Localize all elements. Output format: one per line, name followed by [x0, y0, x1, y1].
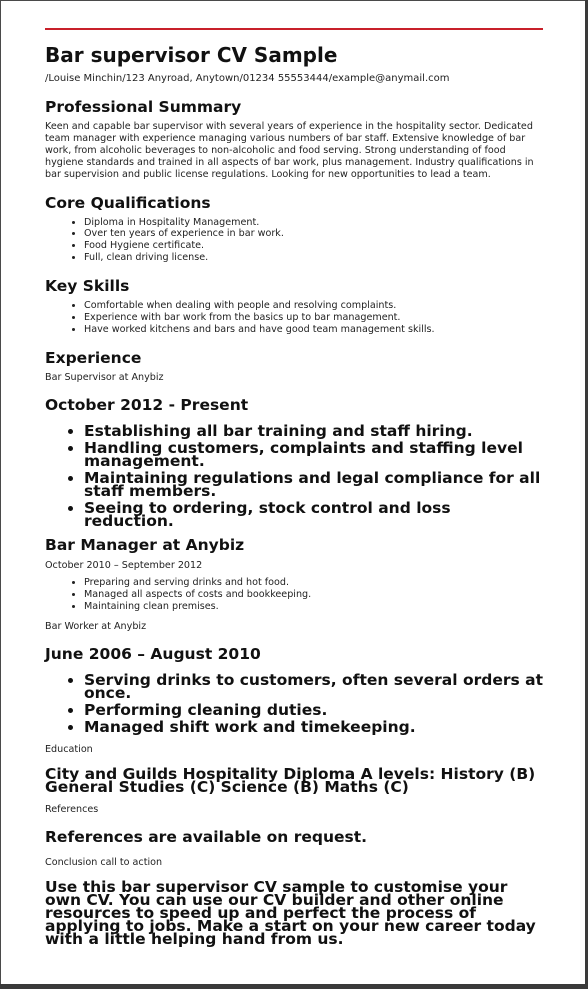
list-item: • Diploma in Hospitality Management.: [84, 217, 545, 229]
list-item: • Maintaining clean premises.: [84, 601, 545, 613]
cv-document: [45, 28, 545, 956]
job-role: Bar Manager at Anybiz: [45, 535, 245, 554]
qualifications-heading: Core Qualifications: [45, 193, 211, 212]
references-text: References are available on request.: [45, 827, 368, 846]
job-dates: June 2006 – August 2010: [45, 644, 261, 663]
qualifications-list: [45, 217, 545, 265]
education-label: Education: [45, 743, 93, 755]
job-duties: [45, 577, 545, 613]
skills-list: [45, 300, 545, 336]
conclusion-label: Conclusion call to action: [45, 856, 163, 868]
list-item: • Maintaining regulations and legal compliance for all staff members.: [84, 472, 545, 498]
list-item: • Handling customers, complaints and staffing level management.: [84, 442, 545, 468]
list-item: • Full, clean driving license.: [84, 252, 545, 264]
experience-heading: Experience: [45, 348, 142, 367]
summary-text: Keen and capable bar supervisor with several years of experience in the hospitality sector. Dedicated team manager with experience managing various numbers of bar staff. Extensive knowledge of bar work, from alcoholic beverages to non-alcoholic and food serving. Strong understanding of food hygiene standards and trained in all aspects of bar work, plus management. Industry qualifications in bar supervision and public license regulations. Looking for new opportunities to lead a team.: [45, 121, 534, 180]
list-item: • Performing cleaning duties.: [84, 704, 545, 717]
list-item: • Seeing to ordering, stock control and loss reduction.: [84, 502, 545, 528]
list-item: • Managed all aspects of costs and bookkeeping.: [84, 589, 545, 601]
list-item: • Establishing all bar training and staff hiring.: [84, 425, 545, 438]
list-item: • Serving drinks to customers, often several orders at once.: [84, 674, 545, 700]
list-item: • Preparing and serving drinks and hot food.: [84, 577, 545, 589]
list-item: • Managed shift work and timekeeping.: [84, 721, 545, 734]
job-duties: [45, 670, 545, 736]
education-text: City and Guilds Hospitality Diploma A levels: History (B) General Studies (C) Science (B) Maths (C): [45, 764, 536, 796]
list-item: • Food Hygiene certificate.: [84, 240, 545, 252]
list-item: • Experience with bar work from the basics up to bar management.: [84, 312, 545, 324]
job-dates: October 2012 - Present: [45, 395, 249, 414]
accent-rule: [45, 28, 543, 30]
cv-title: Bar supervisor CV Sample: [45, 43, 338, 67]
job-role: Bar Worker at Anybiz: [45, 620, 147, 632]
conclusion-text: Use this bar supervisor CV sample to customise your own CV. You can use our CV builder and other online resources to speed up and perfect the process of applying to jobs. Make a start on your new career today with a little helping hand from us.: [45, 877, 536, 948]
job-duties: [45, 421, 545, 530]
references-label: References: [45, 803, 99, 815]
list-item: • Have worked kitchens and bars and have good team management skills.: [84, 324, 545, 336]
list-item: • Comfortable when dealing with people and resolving complaints.: [84, 300, 545, 312]
contact-line: /Louise Minchin/123 Anyroad, Anytown/01234 55553444/example@anymail.com: [45, 73, 450, 84]
job-dates: October 2010 – September 2012: [45, 559, 203, 571]
list-item: • Over ten years of experience in bar work.: [84, 228, 545, 240]
page-shadow-bottom: [0, 984, 588, 989]
summary-heading: Professional Summary: [45, 98, 242, 116]
skills-heading: Key Skills: [45, 277, 130, 296]
job-role: Bar Supervisor at Anybiz: [45, 371, 164, 383]
